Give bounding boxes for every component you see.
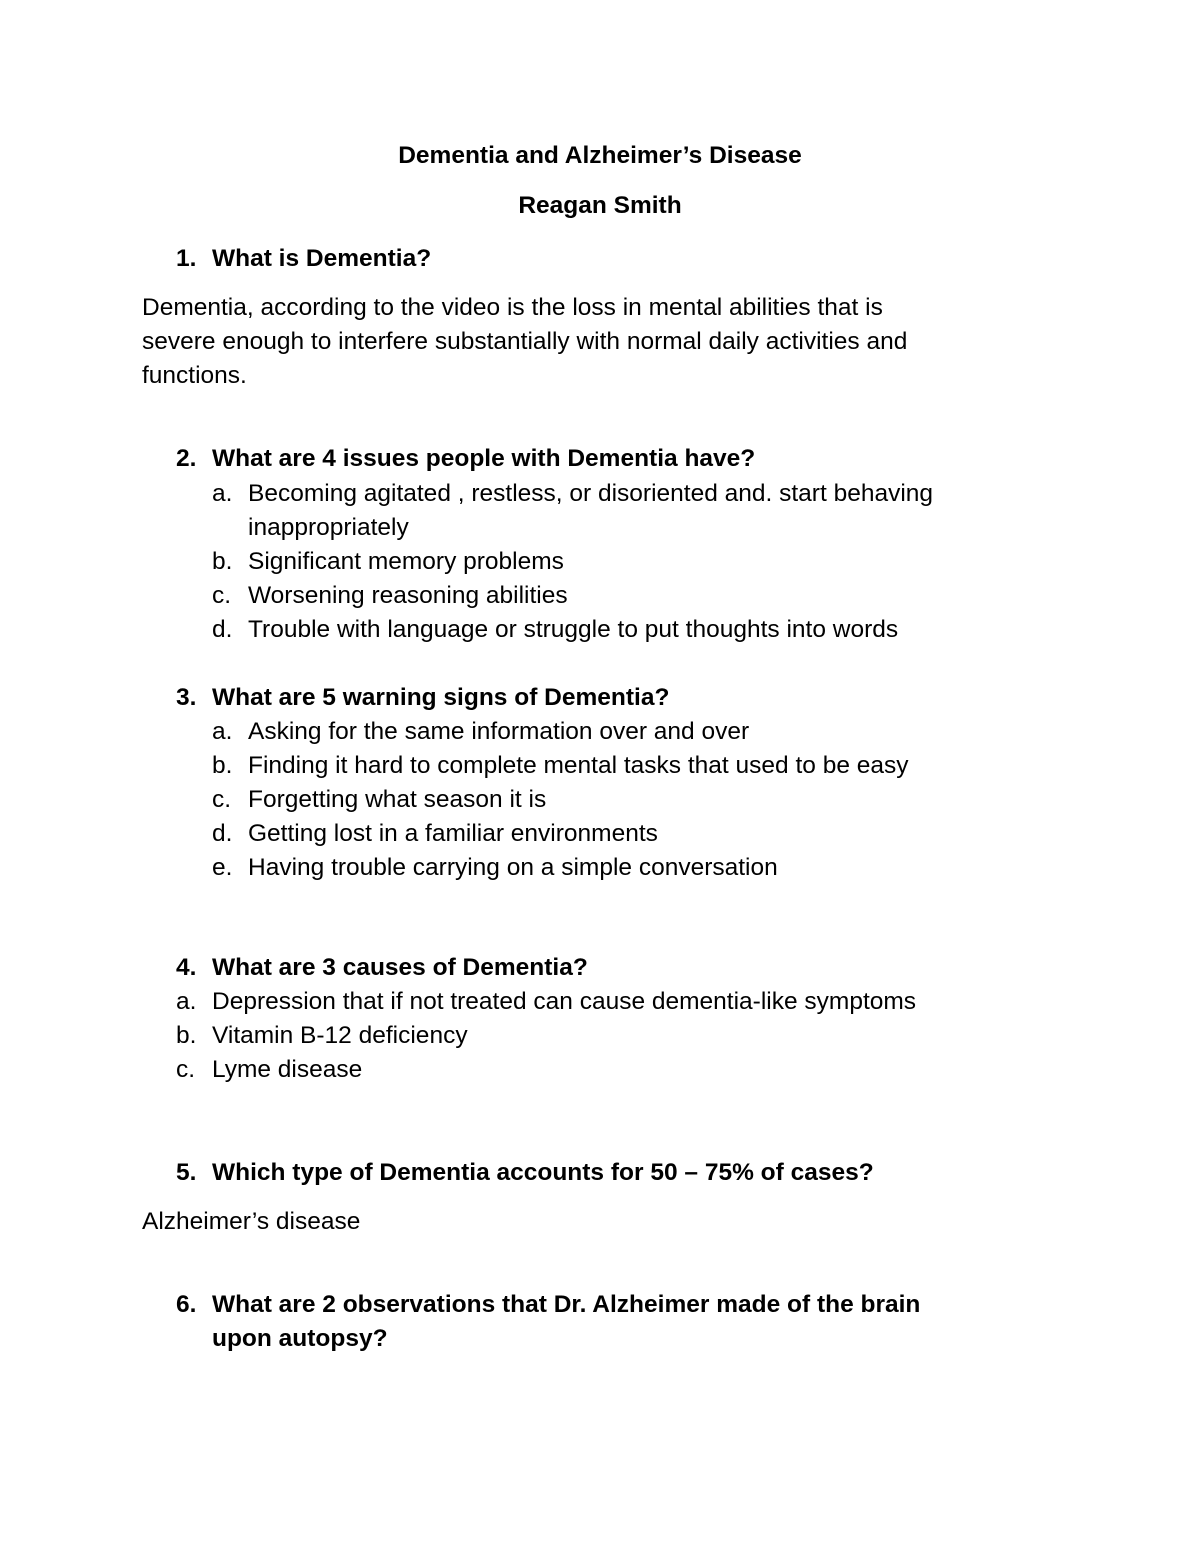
answer-1-line-1: Dementia, according to the video is the loss in mental abilities that is — [142, 294, 883, 321]
document-author: Reagan Smith — [518, 192, 682, 219]
answer-3b-text: Finding it hard to complete mental tasks that used to be easy — [248, 752, 909, 779]
answer-3a-letter: a. — [212, 718, 233, 745]
answer-3e-letter: e. — [212, 854, 233, 881]
answer-2c-text: Worsening reasoning abilities — [248, 582, 568, 609]
question-1-text: What is Dementia? — [212, 245, 432, 272]
question-4-number: 4. — [176, 954, 197, 981]
question-5-number: 5. — [176, 1159, 197, 1186]
answer-2a-line-1: Becoming agitated , restless, or disoriented and. start behaving — [248, 480, 934, 507]
answer-4b-letter: b. — [176, 1022, 197, 1049]
answer-2d-text: Trouble with language or struggle to put thoughts into words — [248, 616, 899, 643]
answer-2c-letter: c. — [212, 582, 232, 609]
answer-3d-letter: d. — [212, 820, 233, 847]
answer-4b-text: Vitamin B-12 deficiency — [212, 1022, 468, 1049]
answer-3e-text: Having trouble carrying on a simple conversation — [248, 854, 778, 881]
answer-2b-text: Significant memory problems — [248, 548, 564, 575]
answer-3a-text: Asking for the same information over and over — [248, 718, 750, 745]
answer-4c-letter: c. — [176, 1056, 196, 1083]
answer-4c-text: Lyme disease — [212, 1056, 363, 1083]
question-1-number: 1. — [176, 245, 197, 272]
answer-2d-letter: d. — [212, 616, 233, 643]
answer-5-text: Alzheimer’s disease — [142, 1208, 361, 1235]
question-3-number: 3. — [176, 684, 197, 711]
answer-1-line-2: severe enough to interfere substantially with normal daily activities and — [142, 328, 908, 355]
answer-1-line-3: functions. — [142, 362, 247, 389]
question-3-text: What are 5 warning signs of Dementia? — [212, 684, 670, 711]
answer-3d-text: Getting lost in a familiar environments — [248, 820, 658, 847]
answer-2b-letter: b. — [212, 548, 233, 575]
question-6-number: 6. — [176, 1291, 197, 1318]
question-2-number: 2. — [176, 445, 197, 472]
answer-3c-letter: c. — [212, 786, 232, 813]
answer-4a-letter: a. — [176, 988, 197, 1015]
question-6-line-2: upon autopsy? — [212, 1325, 388, 1352]
answer-3c-text: Forgetting what season it is — [248, 786, 547, 813]
document-title: Dementia and Alzheimer’s Disease — [398, 142, 802, 169]
question-6-line-1: What are 2 observations that Dr. Alzheimer made of the brain — [212, 1291, 921, 1318]
question-2-text: What are 4 issues people with Dementia have? — [212, 445, 756, 472]
question-4-text: What are 3 causes of Dementia? — [212, 954, 588, 981]
answer-2a-line-2: inappropriately — [248, 514, 409, 541]
answer-3b-letter: b. — [212, 752, 233, 779]
answer-2a-letter: a. — [212, 480, 233, 507]
question-5-text: Which type of Dementia accounts for 50 – 75% of cases? — [212, 1159, 874, 1186]
answer-4a-text: Depression that if not treated can cause dementia-like symptoms — [212, 988, 917, 1015]
